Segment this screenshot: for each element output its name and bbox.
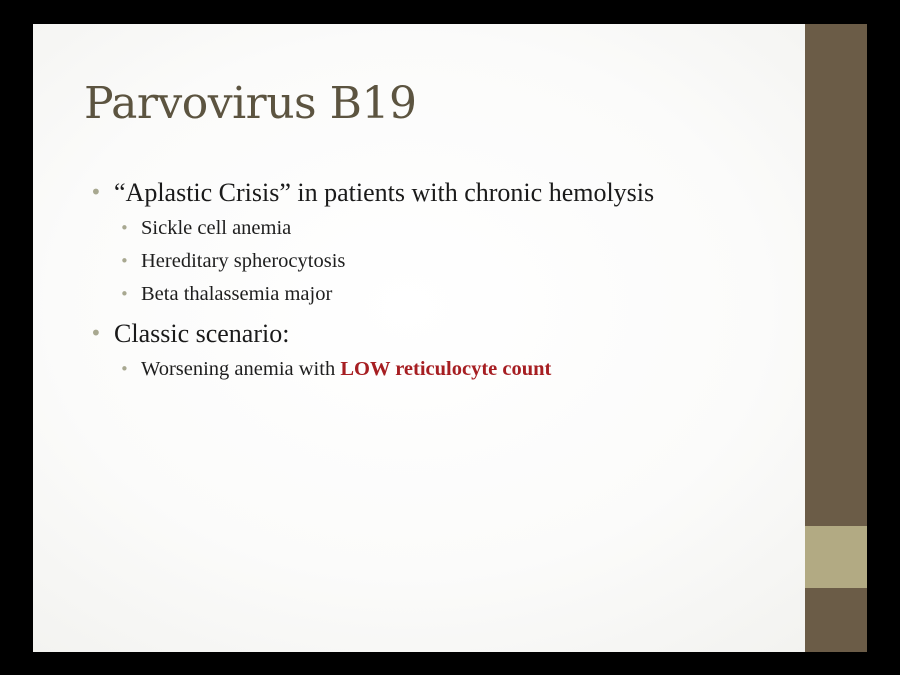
bullet-dot-icon: • <box>120 219 129 237</box>
bullet-classic-scenario <box>90 317 790 351</box>
bullet-dot-icon: • <box>120 252 129 270</box>
slide-title: Parvovirus B19 <box>84 78 417 129</box>
sub-bullet-hereditary-spherocytosis <box>90 245 790 278</box>
bullet-dot-icon: • <box>120 285 129 303</box>
emphasis-low-reticulocyte-count: LOW reticulocyte count <box>340 358 552 380</box>
sub-bullet-sickle-cell <box>90 212 790 245</box>
slide-body <box>90 176 790 386</box>
sub-bullet-beta-thalassemia <box>90 278 790 311</box>
bullet-text: Classic scenario: <box>114 319 290 348</box>
slide-side-accent <box>805 526 867 588</box>
bullet-dot-icon: • <box>90 180 102 204</box>
bullet-text: “Aplastic Crisis” in patients with chronic hemolysis <box>114 178 655 207</box>
bullet-aplastic-crisis <box>90 176 790 210</box>
sub-bullet-text: Beta thalassemia major <box>141 283 333 305</box>
bullet-dot-icon: • <box>120 360 129 378</box>
bullet-dot-icon: • <box>90 321 102 345</box>
sub-bullet-text: Hereditary spherocytosis <box>141 250 346 272</box>
sub-bullet-worsening-anemia <box>90 353 790 386</box>
sub-bullet-text: Worsening anemia with <box>141 358 341 380</box>
presentation-slide <box>33 24 867 652</box>
sub-bullet-text: Sickle cell anemia <box>141 217 292 239</box>
